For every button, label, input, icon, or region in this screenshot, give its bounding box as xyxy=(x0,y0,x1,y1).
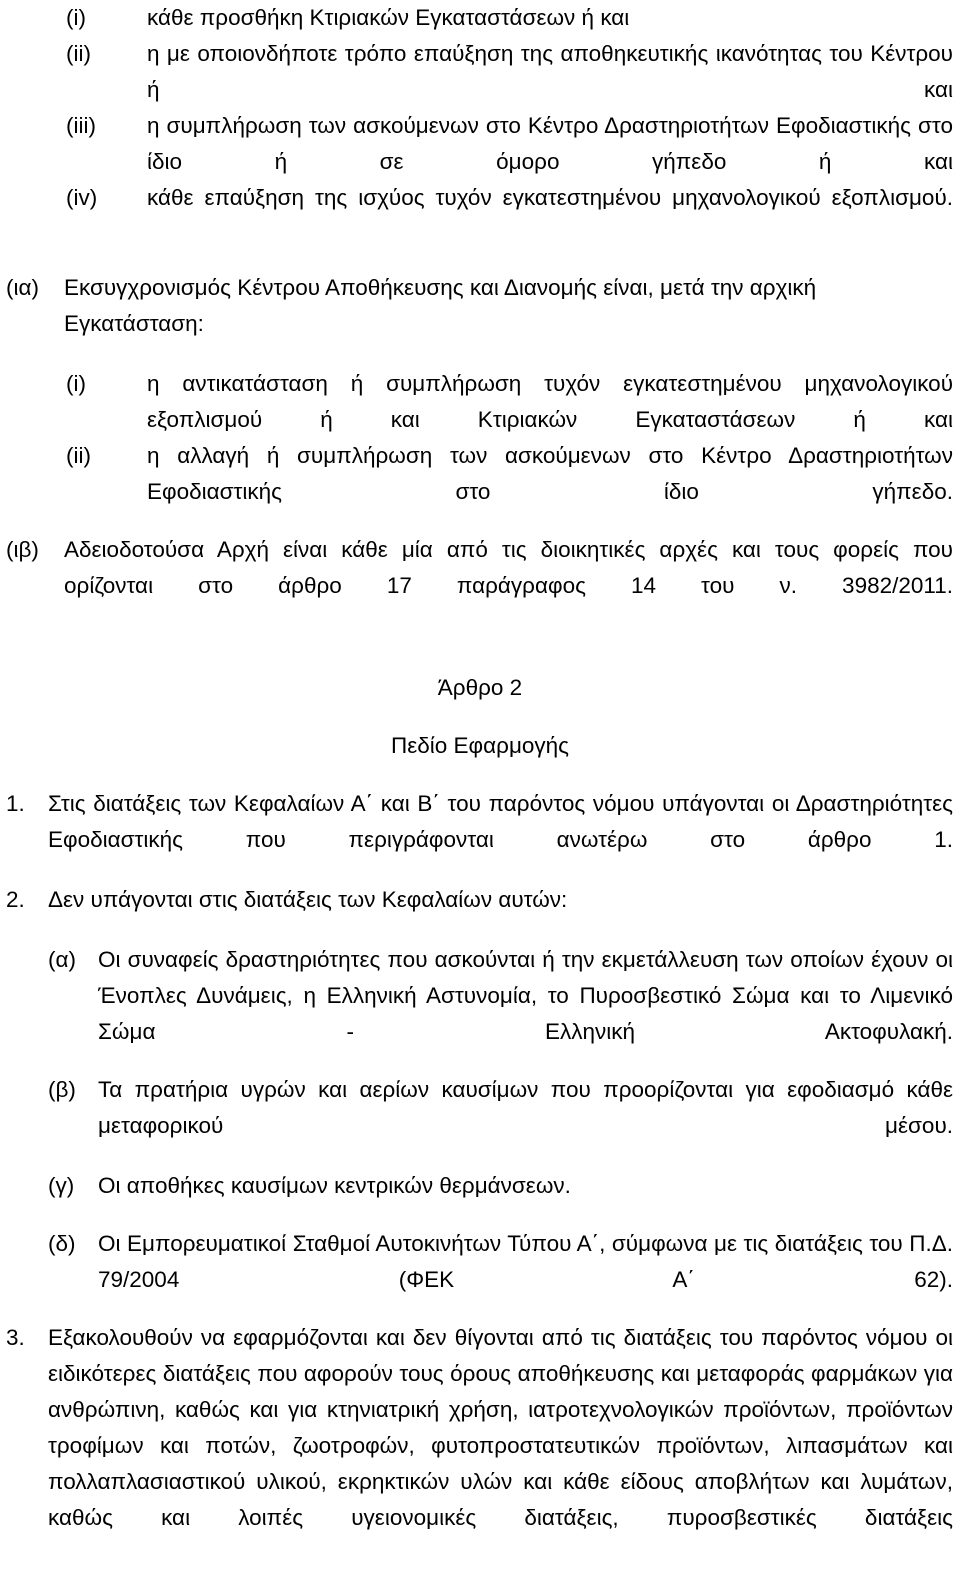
list-label: (iii) xyxy=(66,113,96,138)
definition-label: (ιβ) xyxy=(6,537,39,562)
list-label: (i) xyxy=(66,5,86,30)
paragraph-1 xyxy=(0,786,960,858)
list-label: (δ) xyxy=(48,1231,76,1256)
list-text: Οι αποθήκες καυσίμων κεντρικών θερμάνσεων. xyxy=(98,1173,571,1198)
list-text: Οι συναφείς δραστηριότητες που ασκούνται ή την εκμετάλλευση των οποίων έχουν οι Ένοπλες Δυνάμεις, η Ελληνική Αστυνομία, το Πυροσβεστικό Σώμα και το Λιμενικό Σώμα - Ελληνική Ακτοφυλακή. xyxy=(98,947,953,1044)
list-item xyxy=(0,438,960,510)
list-text: η αντικατάσταση ή συμπλήρωση τυχόν εγκατεστημένου μηχανολογικού εξοπλισμού ή και Κτιριακών Εγκαταστάσεων ή και xyxy=(147,371,953,432)
list-item xyxy=(0,0,960,36)
list-item xyxy=(0,108,960,180)
list-text: Οι Εμπορευματικοί Σταθμοί Αυτοκινήτων Τύπου Α΄, σύμφωνα με τις διατάξεις του Π.Δ. 79/2004 (ΦΕΚ Α΄ 62). xyxy=(98,1231,953,1292)
paragraph-text: Δεν υπάγονται στις διατάξεις των Κεφαλαίων αυτών: xyxy=(48,887,568,912)
list-text: κάθε επαύξηση της ισχύος τυχόν εγκατεστημένου μηχανολογικού εξοπλισμού. xyxy=(147,185,953,210)
paragraph-3 xyxy=(0,1320,960,1575)
list-item xyxy=(0,1168,960,1204)
list-item xyxy=(0,366,960,438)
list-text: η συμπλήρωση των ασκούμενων στο Κέντρο Δραστηριοτήτων Εφοδιαστικής στο ίδιο ή σε όμορο γήπεδο ή και xyxy=(147,113,953,174)
definition-text: Αδειοδοτούσα Αρχή είναι κάθε μία από τις διοικητικές αρχές και τους φορείς που ορίζονται στο άρθρο 17 παράγραφος 14 του ν. 3982/2011. xyxy=(64,537,953,598)
definition-label: (ια) xyxy=(6,275,39,300)
paragraph-text: Εξακολουθούν να εφαρμόζονται και δεν θίγονται από τις διατάξεις του παρόντος νόμου οι ειδικότερες διατάξεις που αφορούν τους όρους αποθήκευσης και μεταφοράς φαρμάκων για ανθρώπινη, καθώς και για κτηνιατρική χρήση, ιατροτεχνολογικών προϊόντων, προϊόντων τροφίμων και ποτών, ζωοτροφών, φυτοπροστατευτικών προϊόντων, λιπασμάτων και πολλαπλασιαστικού υλικού, εκρηκτικών υλών και κάθε είδους αποβλήτων και λυμάτων, καθώς και λοιπές υγειονομικές διατάξεις, πυροσβεστικές διατάξεις xyxy=(48,1325,953,1530)
list-item xyxy=(0,942,960,1050)
definition-ib xyxy=(0,532,960,604)
list-text: η με οποιονδήποτε τρόπο επαύξηση της αποθηκευτικής ικανότητας του Κέντρου ή και xyxy=(147,41,953,102)
list-item xyxy=(0,180,960,252)
list-label: (iv) xyxy=(66,185,98,210)
list-text: η αλλαγή ή συμπλήρωση των ασκούμενων στο Κέντρο Δραστηριοτήτων Εφοδιαστικής στο ίδιο γήπεδο. xyxy=(147,443,953,504)
paragraph-label: 3. xyxy=(6,1325,25,1350)
paragraph-2 xyxy=(0,882,960,918)
list-text: Τα πρατήρια υγρών και αερίων καυσίμων που προορίζονται για εφοδιασμό κάθε μεταφορικού μέσου. xyxy=(98,1077,953,1138)
list-item xyxy=(0,1072,960,1144)
list-item xyxy=(0,36,960,108)
list-label: (α) xyxy=(48,947,76,972)
list-label: (i) xyxy=(66,371,86,396)
paragraph-label: 1. xyxy=(6,791,25,816)
list-label: (ii) xyxy=(66,41,91,66)
list-text: κάθε προσθήκη Κτιριακών Εγκαταστάσεων ή και xyxy=(147,5,630,30)
article-title: Άρθρο 2 xyxy=(437,675,523,700)
definition-ia xyxy=(0,270,960,342)
article-subtitle: Πεδίο Εφαρμογής xyxy=(390,733,570,758)
definition-text: Εκσυγχρονισμός Κέντρου Αποθήκευσης και Διανομής είναι, μετά την αρχική Εγκατάσταση: xyxy=(64,275,817,336)
paragraph-label: 2. xyxy=(6,887,25,912)
list-label: (β) xyxy=(48,1077,76,1102)
paragraph-text: Στις διατάξεις των Κεφαλαίων Α΄ και Β΄ του παρόντος νόμου υπάγονται οι Δραστηριότητες Εφοδιαστικής που περιγράφονται ανωτέρω στο άρθρο 1. xyxy=(48,791,953,852)
list-label: (γ) xyxy=(48,1173,75,1198)
list-item xyxy=(0,1226,960,1298)
list-label: (ii) xyxy=(66,443,91,468)
